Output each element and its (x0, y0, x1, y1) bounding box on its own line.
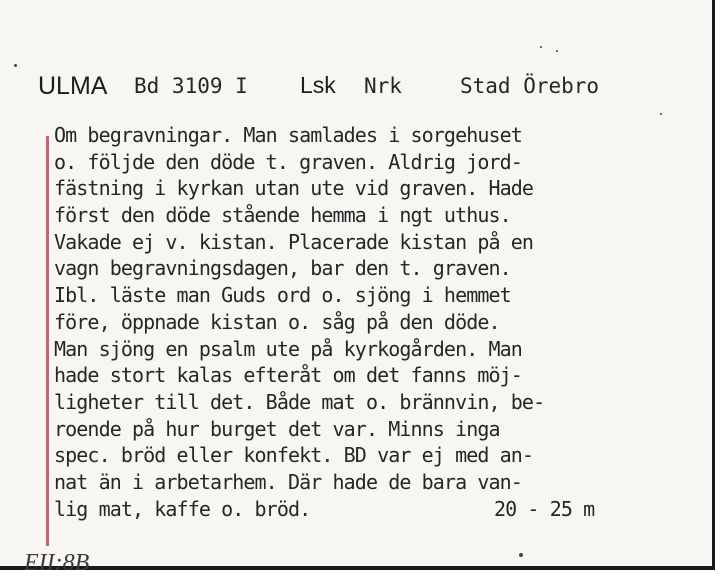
text-line: fästning i kyrkan utan ute vid graven. Hade (54, 176, 534, 201)
text-line: vagn begravningsdagen, bar den t. graven. (54, 256, 511, 281)
text-line: Vakade ej v. kistan. Placerade kistan på en (54, 229, 534, 254)
text-line-last (54, 496, 704, 523)
text-line: Om begravningar. Man samlades i sorgehuset (54, 123, 522, 147)
category-code: Lsk (300, 72, 336, 98)
paper-speck (540, 46, 542, 48)
body-text (54, 122, 704, 522)
paper-speck (14, 64, 17, 67)
archive-name: ULMA (38, 72, 108, 100)
place-name: Stad Örebro (460, 74, 600, 98)
paper-speck (660, 113, 662, 115)
margin-line (46, 136, 49, 546)
text-line-final: lig mat, kaffe o. bröd. (54, 496, 311, 521)
paper-speck (519, 553, 523, 557)
text-line: nat än i arbetarhem. Där hade de bara van- (54, 469, 522, 494)
region-code: Nrk (364, 74, 402, 98)
text-line: roende på hur burget det var. Minns inga (54, 416, 500, 441)
text-line: Man sjöng en psalm ute på kyrkogården. Man (54, 336, 522, 361)
text-line: först den döde stående hemma i ngt uthus. (54, 203, 511, 228)
paper-speck (556, 50, 558, 52)
text-line: Ibl. läste man Guds ord o. sjöng i hemmet (54, 283, 511, 308)
amount: 20 - 25 m (494, 496, 595, 521)
text-line: hade stort kalas efteråt om det fanns möj- (54, 363, 522, 388)
text-line: spec. bröd eller konfekt. BD var ej med an- (54, 443, 534, 468)
archive-shelf-mark: EII:8B (24, 550, 90, 576)
text-line: o. följde den döde t. graven. Aldrig jord- (54, 149, 522, 174)
record-code: Bd 3109 I (134, 74, 248, 98)
text-line: ligheter till det. Både mat o. brännvin, be- (54, 389, 545, 414)
text-line: före, öppnade kistan o. såg på den döde. (54, 309, 500, 334)
